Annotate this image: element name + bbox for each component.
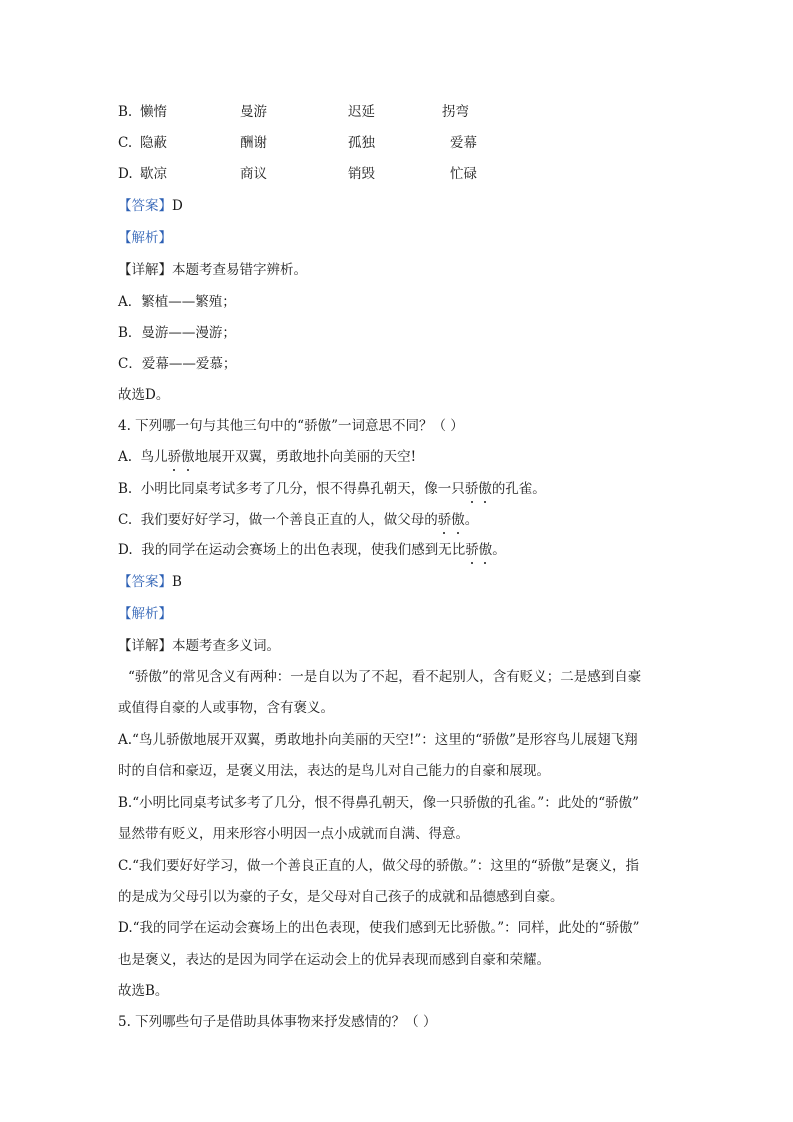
emphasized-char: 傲 (478, 542, 493, 558)
explanation-line: 的是成为父母引以为豪的子女，是父母对自己孩子的成就和品德感到自豪。 (118, 889, 564, 905)
q4-option-c (118, 510, 478, 530)
option-label: B. (118, 481, 133, 497)
word: 孤独 (348, 135, 375, 151)
explanation-line: 时的自信和豪迈，是褒义用法，表达的是鸟儿对自己能力的自豪和展现。 (118, 763, 550, 779)
option-label: D. (118, 542, 133, 558)
explanation-line: “骄傲”的常见含义有两种：一是自以为了不起，看不起别人，含有贬义；二是感到自豪 (128, 669, 642, 685)
answer-value: B (172, 574, 182, 590)
word: 迟延 (348, 104, 375, 120)
explanation-line: D.“我的同学在运动会赛场上的出色表现，使我们感到无比骄傲。”：同样，此处的“骄傲” (118, 920, 640, 936)
word: 销毁 (348, 166, 375, 182)
emphasized-char: 骄 (465, 542, 479, 558)
word: 忙碌 (450, 166, 477, 182)
q4-option-d (118, 540, 506, 560)
conclusion: 故选D。 (118, 387, 170, 403)
option-label: C. (118, 512, 133, 528)
emphasized-char: 傲 (451, 512, 465, 528)
option-text: 。 (464, 512, 479, 528)
detail-line (118, 260, 307, 280)
option-text: 地展开双翼，勇敢地扑向美丽的天空! (194, 449, 417, 465)
q4-option-a (118, 447, 416, 467)
option-label: A. (118, 449, 133, 465)
correction-line: C．爱幕——爱慕； (118, 356, 237, 372)
detail-line (118, 636, 280, 656)
emphasized-char: 骄 (464, 481, 479, 497)
emphasized-char: 傲 (478, 481, 492, 497)
option-label: B. (118, 104, 133, 120)
word: 商议 (240, 166, 267, 182)
option-text: 小明比同桌考试多考了几分，恨不得鼻孔朝天，像一只 (140, 481, 465, 497)
word: 酬谢 (240, 135, 267, 151)
answer-value: D (172, 198, 183, 214)
explanation-line: A.“鸟儿骄傲地展开双翼，勇敢地扑向美丽的天空!”：这里的“骄傲”是形容鸟儿展翅飞翔 (118, 732, 638, 748)
explanation-line: 也是褒义，表达的是因为同学在运动会上的优异表现而感到自豪和荣耀。 (118, 952, 550, 968)
explanation-line: B.“小明比同桌考试多考了几分，恨不得鼻孔朝天，像一只骄傲的孔雀。”：此处的“骄傲” (118, 795, 640, 811)
correction-line: A．繁植——繁殖； (118, 294, 236, 310)
detail-tag: 【详解】 (118, 638, 172, 654)
answer-line (118, 572, 182, 592)
word: 拐弯 (442, 104, 469, 120)
explanation-line: 或值得自豪的人或事物，含有褒义。 (118, 700, 334, 716)
answer-tag: 【答案】 (118, 574, 172, 590)
correction-line: B．曼游——漫游； (118, 325, 236, 341)
detail-text: 本题考查多义词。 (172, 638, 280, 654)
word: 隐蔽 (140, 135, 167, 151)
conclusion: 故选B。 (118, 983, 169, 999)
emphasized-char: 傲 (181, 449, 195, 465)
word: 歇凉 (140, 166, 167, 182)
word: 懒惰 (140, 104, 167, 120)
analysis-tag: 【解析】 (118, 230, 172, 246)
word: 曼游 (240, 104, 267, 120)
option-text: 我的同学在运动会赛场上的出色表现，使我们感到无比 (141, 542, 466, 558)
explanation-line: 显然带有贬义，用来形容小明因一点小成就而自满、得意。 (118, 826, 469, 842)
emphasized-char: 骄 (437, 512, 452, 528)
answer-line (118, 196, 183, 216)
explanation-line: C.“我们要好好学习，做一个善良正直的人，做父母的骄傲。”：这里的“骄傲”是褒义，指 (118, 858, 639, 874)
option-label: C. (118, 135, 133, 151)
option-label: D. (118, 166, 133, 182)
answer-tag: 【答案】 (118, 198, 172, 214)
option-text: 的孔雀。 (491, 481, 546, 497)
word: 爱幕 (450, 135, 477, 151)
q4-option-b (118, 479, 546, 499)
question-stem: 4. 下列哪一句与其他三句中的“骄傲”一词意思不同？（ ） (118, 418, 464, 434)
option-text: 我们要好好学习，做一个善良正直的人，做父母的 (140, 512, 438, 528)
analysis-tag: 【解析】 (118, 606, 172, 622)
option-text: 鸟儿 (140, 449, 168, 465)
question-stem: 5. 下列哪些句子是借助具体事物来抒发感情的？（ ） (118, 1014, 437, 1030)
detail-text: 本题考查易错字辨析。 (172, 262, 307, 278)
emphasized-char: 骄 (167, 449, 182, 465)
detail-tag: 【详解】 (118, 262, 172, 278)
option-text: 。 (492, 542, 506, 558)
